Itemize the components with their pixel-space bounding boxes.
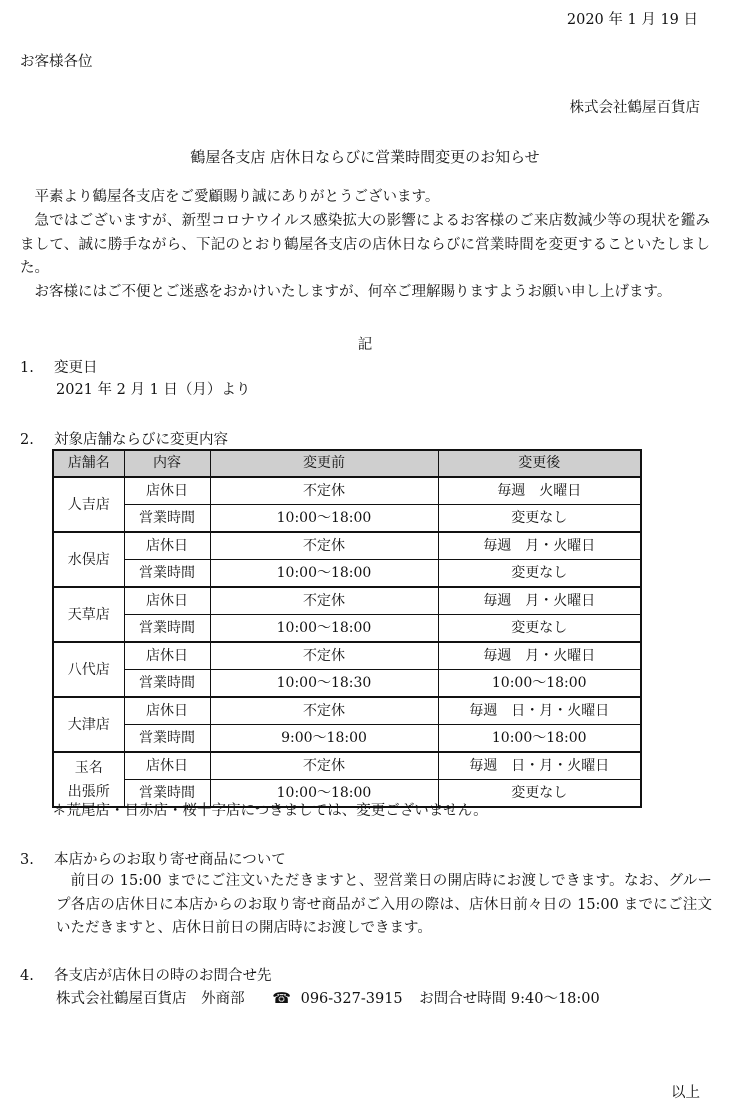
header-after: 変更後	[438, 450, 641, 477]
holiday-label-cell: 店休日	[124, 477, 210, 505]
section-3-number: 3.	[20, 852, 34, 868]
table-row	[53, 725, 641, 753]
section-4-heading	[20, 964, 272, 985]
sender-company: 株式会社鶴屋百貨店	[569, 100, 700, 116]
header-before: 変更前	[210, 450, 438, 477]
holiday-after-cell: 毎週 月・火曜日	[438, 642, 641, 670]
hours-after-cell: 変更なし	[438, 505, 641, 533]
addressee: お客様各位	[20, 54, 93, 70]
hours-before-cell: 10:00～18:00	[210, 505, 438, 533]
hours-label-cell: 営業時間	[124, 505, 210, 533]
store-schedule-table	[52, 449, 642, 808]
hours-before-cell: 10:00～18:00	[210, 560, 438, 588]
contact-company: 株式会社鶴屋百貨店	[56, 991, 187, 1007]
contact-line	[56, 987, 600, 1012]
hours-after-cell: 変更なし	[438, 780, 641, 808]
intro-paragraph-1: 平素より鶴屋各支店をご愛顧賜り誠にありがとうございます。	[34, 189, 440, 205]
holiday-before-cell: 不定休	[210, 477, 438, 505]
section-1-title: 変更日	[54, 360, 98, 376]
document-title: 鶴屋各支店 店休日ならびに営業時間変更のお知らせ	[190, 148, 540, 166]
section-1-number: 1.	[20, 360, 34, 376]
holiday-after-cell: 毎週 火曜日	[438, 477, 641, 505]
holiday-before-cell: 不定休	[210, 752, 438, 780]
hours-after-cell: 10:00～18:00	[438, 670, 641, 698]
table-body	[53, 477, 641, 807]
table-header-row	[53, 450, 641, 477]
holiday-after-cell: 毎週 日・月・火曜日	[438, 752, 641, 780]
table-row	[53, 642, 641, 670]
table-row	[53, 587, 641, 615]
hours-label-cell: 営業時間	[124, 615, 210, 643]
table-row	[53, 670, 641, 698]
holiday-after-cell: 毎週 月・火曜日	[438, 532, 641, 560]
ki-heading: 記	[357, 337, 373, 353]
section-1-body: 2021 年 2 月 1 日（月）より	[56, 382, 251, 398]
contact-hours: お問合せ時間 9:40～18:00	[419, 991, 600, 1007]
table-row	[53, 615, 641, 643]
store-name-cell: 大津店	[53, 697, 124, 752]
holiday-label-cell: 店休日	[124, 752, 210, 780]
table-row	[53, 560, 641, 588]
store-name-cell: 玉名 出張所	[53, 752, 124, 807]
section-3-title: 本店からのお取り寄せ商品について	[54, 852, 286, 868]
section-1-heading	[20, 356, 98, 377]
hours-after-cell: 変更なし	[438, 615, 641, 643]
table-note: ＊荒尾店・日赤店・桜十字店につきましては、変更ございません。	[52, 803, 488, 819]
holiday-label-cell: 店休日	[124, 587, 210, 615]
intro-paragraph-3: お客様にはご不便とご迷惑をおかけいたしますが、何卒ご理解賜りますようお願い申し上げます。	[34, 284, 672, 300]
holiday-label-cell: 店休日	[124, 642, 210, 670]
holiday-before-cell: 不定休	[210, 532, 438, 560]
store-name-cell: 天草店	[53, 587, 124, 642]
intro-paragraph-2: 急ではございますが、新型コロナウイルス感染拡大の影響によるお客様のご来店数減少等の現状を鑑みまして、誠に勝手ながら、下記のとおり鶴屋各支店の店休日ならびに営業時間を変更することいたしました。	[20, 213, 710, 276]
holiday-after-cell: 毎週 月・火曜日	[438, 587, 641, 615]
hours-label-cell: 営業時間	[124, 560, 210, 588]
table-row	[53, 532, 641, 560]
hours-after-cell: 変更なし	[438, 560, 641, 588]
holiday-after-cell: 毎週 日・月・火曜日	[438, 697, 641, 725]
store-name-cell: 人吉店	[53, 477, 124, 532]
closing-mark: 以上	[671, 1085, 700, 1101]
hours-before-cell: 10:00～18:00	[210, 780, 438, 808]
hours-label-cell: 営業時間	[124, 725, 210, 753]
hours-label-cell: 営業時間	[124, 780, 210, 808]
header-store-name: 店舗名	[53, 450, 124, 477]
holiday-label-cell: 店休日	[124, 697, 210, 725]
section-4-title: 各支店が店休日の時のお問合せ先	[54, 968, 272, 984]
hours-before-cell: 9:00～18:00	[210, 725, 438, 753]
table-row	[53, 752, 641, 780]
telephone-icon: ☎	[272, 989, 291, 1007]
table-row	[53, 697, 641, 725]
contact-phone: 096-327-3915	[300, 991, 403, 1007]
section-2-heading	[20, 428, 228, 449]
holiday-before-cell: 不定休	[210, 642, 438, 670]
store-name-cell: 水俣店	[53, 532, 124, 587]
contact-department: 外商部	[201, 991, 245, 1007]
hours-before-cell: 10:00～18:00	[210, 615, 438, 643]
section-3-body: 前日の 15:00 までにご注文いただきますと、翌営業日の開店時にお渡しできます。なお、グループ各店の店休日に本店からのお取り寄せ商品がご入用の際は、店休日前々日の 15:00 までにご注文いただきますと、店休日前日の開店時にお渡しできます。	[56, 873, 712, 936]
table-row	[53, 477, 641, 505]
section-3-heading	[20, 848, 286, 869]
section-2-title: 対象店舗ならびに変更内容	[54, 432, 228, 448]
document-date: 2020 年 1 月 19 日	[566, 12, 698, 28]
holiday-before-cell: 不定休	[210, 697, 438, 725]
header-content: 内容	[124, 450, 210, 477]
holiday-label-cell: 店休日	[124, 532, 210, 560]
section-4-number: 4.	[20, 968, 34, 984]
table-row	[53, 505, 641, 533]
hours-label-cell: 営業時間	[124, 670, 210, 698]
hours-before-cell: 10:00～18:30	[210, 670, 438, 698]
hours-after-cell: 10:00～18:00	[438, 725, 641, 753]
section-2-number: 2.	[20, 432, 34, 448]
store-name-cell: 八代店	[53, 642, 124, 697]
holiday-before-cell: 不定休	[210, 587, 438, 615]
